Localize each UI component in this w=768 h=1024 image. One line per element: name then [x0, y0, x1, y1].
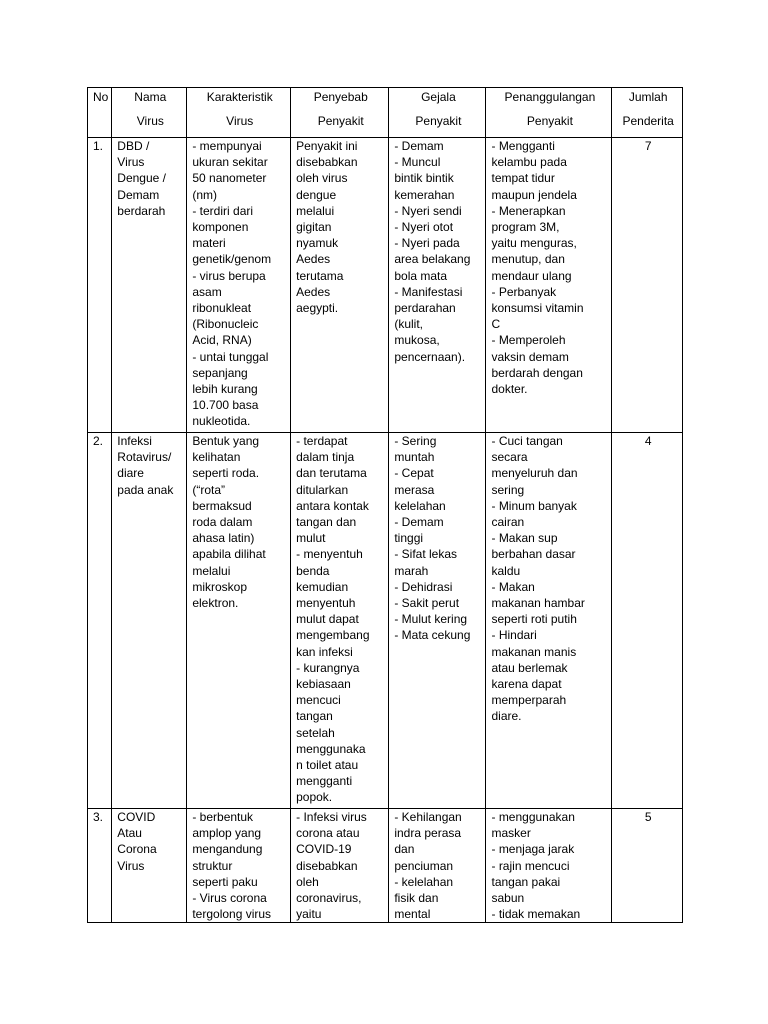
cell-line: kelihatan: [192, 450, 241, 465]
cell-line: dengue: [296, 187, 337, 202]
cell-line: lebih kurang: [192, 382, 258, 397]
cell-line: C: [491, 317, 501, 332]
cell-no: 1.: [88, 138, 112, 433]
cell-line: mulut dapat: [296, 612, 359, 627]
cell-line: area belakang: [394, 252, 471, 267]
cell-line: - Minum banyak: [491, 498, 577, 513]
header-line: Karakteristik: [206, 90, 273, 104]
cell-line: - Nyeri sendi: [394, 203, 462, 218]
cell-line: kelelahan: [394, 498, 446, 513]
cell-line: ukuran sekitar: [192, 155, 268, 170]
cell-line: muntah: [394, 450, 435, 465]
cell-line: bermaksud: [192, 498, 252, 513]
cell-line: nukleotida.: [192, 414, 251, 429]
cell-line: sepanjang: [192, 365, 248, 380]
cell-line: nyamuk: [296, 236, 339, 251]
cell-line: seperti paku: [192, 874, 258, 889]
cell-line: tangan dan: [296, 515, 357, 530]
cell-line: kemerahan: [394, 187, 455, 202]
cell-line: - Hindari: [491, 628, 537, 643]
cell-line: diare.: [491, 709, 522, 724]
cell-line: benda: [296, 563, 330, 578]
cell-line: Aedes: [296, 252, 331, 267]
cell-line: kelambu pada: [491, 155, 567, 170]
cell-line: sering: [491, 482, 525, 497]
cell-line: genetik/genom: [192, 252, 272, 267]
cell-line: menutup, dan: [491, 252, 565, 267]
cell-line: Dengue /: [117, 171, 166, 186]
cell-line: Acid, RNA): [192, 333, 252, 348]
cell-line: COVID: [117, 810, 156, 824]
header-line: Penyakit: [317, 114, 364, 129]
cell-line: n toilet atau: [296, 758, 359, 773]
cell-line: - rajin mencuci: [491, 858, 570, 873]
cell-line: yaitu menguras,: [491, 236, 577, 251]
table-row: [88, 433, 683, 809]
header-no: [88, 88, 112, 138]
cell-line: - Cepat: [394, 466, 434, 481]
cell-line: - untai tunggal: [192, 349, 269, 364]
cell-penyebab: [291, 433, 389, 809]
cell-line: struktur: [192, 858, 233, 873]
cell-line: gigitan: [296, 220, 332, 235]
cell-line: - menyentuh: [296, 547, 363, 562]
header-line: Gejala: [421, 90, 456, 104]
cell-line: fisik dan: [394, 891, 439, 906]
cell-line: - kurangnya: [296, 660, 360, 675]
cell-line: dan terutama: [296, 466, 367, 481]
cell-line: - Makan sup: [491, 531, 558, 546]
cell-line: - virus berupa: [192, 268, 266, 283]
cell-line: - tidak memakan: [491, 907, 581, 922]
cell-gejala: [389, 809, 486, 923]
cell-line: - Virus corona: [192, 891, 267, 906]
cell-line: - Sifat lekas: [394, 547, 458, 562]
cell-line: mukosa,: [394, 333, 440, 348]
cell-line: indra perasa: [394, 826, 462, 841]
cell-line: (Ribonucleic: [192, 317, 259, 332]
cell-line: perdarahan: [394, 301, 456, 316]
cell-line: disebabkan: [296, 155, 358, 170]
header-line: Virus: [226, 114, 254, 129]
cell-line: (nm): [192, 187, 218, 202]
cell-line: tempat tidur: [491, 171, 555, 186]
cell-penanggulangan: [486, 138, 612, 433]
cell-line: - Manifestasi: [394, 284, 463, 299]
cell-line: - terdapat: [296, 434, 348, 448]
cell-penyebab: [291, 138, 389, 433]
header-line: Penyakit: [415, 114, 462, 129]
cell-jumlah-penderita: 5: [612, 809, 683, 923]
cell-line: ribonukleat: [192, 301, 252, 316]
cell-line: corona atau: [296, 826, 360, 841]
cell-line: oleh virus: [296, 171, 348, 186]
cell-jumlah-penderita: 4: [612, 433, 683, 809]
cell-line: roda dalam: [192, 515, 253, 530]
cell-karakteristik: [187, 809, 291, 923]
table-row: [88, 809, 683, 923]
cell-line: - Infeksi virus: [296, 810, 367, 824]
cell-line: menyentuh: [296, 596, 356, 611]
cell-gejala: [389, 433, 486, 809]
cell-line: tinggi: [394, 531, 424, 546]
cell-line: - Mulut kering: [394, 612, 468, 627]
cell-line: secara: [491, 450, 528, 465]
cell-karakteristik: [187, 433, 291, 809]
cell-line: komponen: [192, 220, 249, 235]
header-line: Virus: [136, 114, 164, 129]
cell-line: Infeksi: [117, 434, 152, 448]
cell-no: 2.: [88, 433, 112, 809]
cell-line: tergolong virus: [192, 907, 272, 922]
cell-line: Penyakit ini: [296, 139, 358, 153]
cell-line: melalui: [192, 563, 231, 578]
cell-line: karena dapat: [491, 677, 562, 692]
cell-line: terutama: [296, 268, 344, 283]
cell-line: mental: [394, 907, 431, 922]
cell-line: vaksin demam: [491, 349, 569, 364]
cell-line: mengganti: [296, 774, 353, 789]
cell-line: memperparah: [491, 693, 567, 708]
cell-line: pencernaan).: [394, 349, 466, 364]
cell-line: (kulit,: [394, 317, 424, 332]
cell-line: - Demam: [394, 139, 444, 153]
cell-line: - Sering: [394, 434, 437, 448]
cell-line: Aedes: [296, 284, 331, 299]
cell-line: seperti roda.: [192, 466, 260, 481]
cell-line: menyeluruh dan: [491, 466, 578, 481]
header-line: Jumlah: [628, 90, 668, 104]
cell-line: aegypti.: [296, 301, 339, 316]
cell-line: materi: [192, 236, 226, 251]
cell-line: - Makan: [491, 579, 535, 594]
cell-line: - Nyeri otot: [394, 220, 454, 235]
cell-line: (“rota”: [192, 482, 226, 497]
cell-line: setelah: [296, 725, 335, 740]
cell-line: - kelelahan: [394, 874, 454, 889]
cell-line: - terdiri dari: [192, 203, 254, 218]
cell-line: - Menerapkan: [491, 203, 566, 218]
header-line: Nama: [134, 90, 167, 104]
cell-line: bola mata: [394, 268, 448, 283]
cell-line: mencuci: [296, 693, 341, 708]
cell-line: Virus: [117, 858, 145, 873]
header-karakteristik-virus: [187, 88, 291, 138]
cell-line: mulut: [296, 531, 326, 546]
cell-line: berdarah dengan: [491, 365, 583, 380]
cell-line: seperti roti putih: [491, 612, 577, 627]
cell-line: mengandung: [192, 842, 263, 857]
cell-line: COVID-19: [296, 842, 352, 857]
cell-jumlah-penderita: 7: [612, 138, 683, 433]
cell-line: tangan pakai: [491, 874, 561, 889]
cell-line: - Sakit perut: [394, 596, 460, 611]
cell-line: konsumsi vitamin: [491, 301, 584, 316]
header-jumlah-penderita: [612, 88, 683, 138]
cell-line: - menjaga jarak: [491, 842, 575, 857]
cell-line: - Dehidrasi: [394, 579, 453, 594]
cell-nama-virus: [112, 138, 187, 433]
cell-line: asam: [192, 284, 222, 299]
header-line: Penyebab: [313, 90, 368, 104]
cell-line: popok.: [296, 790, 333, 805]
header-line: Penyakit: [526, 114, 573, 129]
cell-line: tangan: [296, 709, 333, 724]
cell-line: ditularkan: [296, 482, 349, 497]
header-nama-virus: [112, 88, 187, 138]
cell-line: diare: [117, 466, 144, 481]
cell-line: bintik bintik: [394, 171, 454, 186]
header-penyebab-penyakit: [291, 88, 389, 138]
cell-line: - Demam: [394, 515, 444, 530]
cell-line: Virus: [117, 155, 145, 170]
cell-line: Bentuk yang: [192, 434, 260, 448]
cell-line: dan: [394, 842, 415, 857]
cell-line: - Mengganti: [491, 139, 555, 153]
cell-nama-virus: [112, 809, 187, 923]
header-gejala-penyakit: [389, 88, 486, 138]
table-header-row: [88, 88, 683, 138]
header-line: No: [93, 90, 109, 104]
cell-line: kaldu: [491, 563, 521, 578]
cell-line: amplop yang: [192, 826, 262, 841]
cell-line: sabun: [491, 891, 525, 906]
cell-line: Demam: [117, 187, 160, 202]
cell-line: merasa: [394, 482, 435, 497]
cell-line: 10.700 basa: [192, 398, 259, 413]
cell-penanggulangan: [486, 433, 612, 809]
cell-line: mendaur ulang: [491, 268, 572, 283]
cell-line: ahasa latin): [192, 531, 255, 546]
cell-line: kan infeksi: [296, 644, 353, 659]
table-row: [88, 138, 683, 433]
cell-nama-virus: [112, 433, 187, 809]
cell-line: makanan hambar: [491, 596, 585, 611]
cell-line: Atau: [117, 826, 142, 841]
cell-line: - mempunyai: [192, 139, 262, 153]
cell-line: Corona: [117, 842, 157, 857]
cell-line: - berbentuk: [192, 810, 254, 824]
cell-line: Rotavirus/: [117, 450, 172, 465]
cell-line: cairan: [491, 515, 525, 530]
cell-line: pada anak: [117, 482, 174, 497]
cell-line: - menggunakan: [491, 810, 575, 824]
cell-line: - Nyeri pada: [394, 236, 460, 251]
header-line: Penderita: [622, 114, 674, 129]
cell-line: masker: [491, 826, 531, 841]
cell-gejala: [389, 138, 486, 433]
cell-line: - Perbanyak: [491, 284, 557, 299]
cell-line: disebabkan: [296, 858, 358, 873]
cell-line: dokter.: [491, 382, 528, 397]
cell-line: atau berlemak: [491, 660, 568, 675]
cell-line: marah: [394, 563, 429, 578]
cell-line: berdarah: [117, 203, 166, 218]
cell-line: - Kehilangan: [394, 810, 462, 824]
cell-no: 3.: [88, 809, 112, 923]
cell-line: mengembang: [296, 628, 370, 643]
cell-line: dalam tinja: [296, 450, 355, 465]
cell-line: oleh: [296, 874, 319, 889]
header-line: Penanggulangan: [504, 90, 596, 104]
cell-line: - Mata cekung: [394, 628, 471, 643]
cell-line: apabila dilihat: [192, 547, 266, 562]
cell-line: penciuman: [394, 858, 454, 873]
cell-line: - Memperoleh: [491, 333, 566, 348]
cell-line: coronavirus,: [296, 891, 362, 906]
cell-line: kebiasaan: [296, 677, 351, 692]
cell-line: mikroskop: [192, 579, 248, 594]
header-penanggulangan-penyakit: [486, 88, 612, 138]
cell-line: elektron.: [192, 596, 239, 611]
cell-line: yaitu: [296, 907, 322, 922]
cell-line: melalui: [296, 203, 335, 218]
cell-penyebab: [291, 809, 389, 923]
cell-line: 50 nanometer: [192, 171, 267, 186]
cell-line: kemudian: [296, 579, 349, 594]
cell-penanggulangan: [486, 809, 612, 923]
cell-line: - Muncul: [394, 155, 441, 170]
cell-line: DBD /: [117, 139, 150, 153]
cell-line: program 3M,: [491, 220, 560, 235]
cell-karakteristik: [187, 138, 291, 433]
virus-disease-table: [87, 87, 683, 923]
cell-line: antara kontak: [296, 498, 369, 513]
cell-line: menggunaka: [296, 741, 366, 756]
cell-line: berbahan dasar: [491, 547, 576, 562]
cell-line: - Cuci tangan: [491, 434, 563, 448]
cell-line: maupun jendela: [491, 187, 577, 202]
cell-line: makanan manis: [491, 644, 577, 659]
